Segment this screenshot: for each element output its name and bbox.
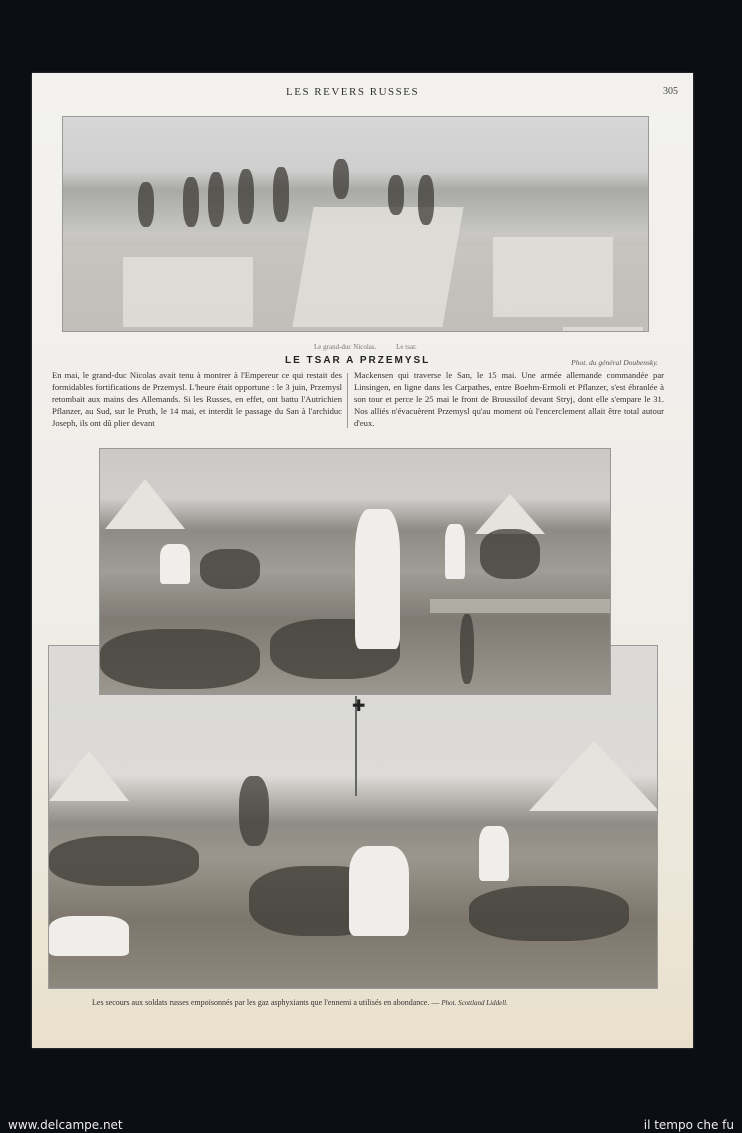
red-cross-flag-icon: ✚ [352,698,366,715]
watermark-delcampe: www.delcampe.net [8,1118,123,1132]
watermark-seller: il tempo che fu [643,1118,734,1132]
caption-tsar: Le tsar. [396,343,417,351]
caption-grand-duc: Le grand-duc Nicolas. [314,343,377,351]
photo-hospital-camp [99,448,611,695]
page-number: 305 [663,86,678,97]
column-divider [347,373,348,428]
article-column-left: En mai, le grand-duc Nicolas avait tenu à montrer à l'Empereur ce qui restait des formidables fortifications de Przemysl. L'heure était opportune : le 3 juin, Przemysl retombait aux mains des Allemands. Si les Russes, en effet, ont battu l'Autrichien Pflanzer, au Sud, sur le Pruth, le 14 mai, et interdit le passage du San à l'archiduc Joseph, ils ont dû plier devant [52,370,342,428]
magazine-page [32,73,693,1048]
running-head: LES REVERS RUSSES [286,86,420,98]
photo-tsar-at-przemysl [62,116,649,332]
caption-text: Les secours aux soldats russes empoisonnés par les gaz asphyxiants que l'ennemi a utilisés en abondance. — [92,998,440,1007]
photo-caption-names [314,343,435,351]
bottom-photo-caption [92,998,682,1007]
article-column-right: Mackensen qui traverse le San, le 15 mai. Une armée allemande commandée par Linsingen, en ligne dans les Carpathes, entre Boehm-Ermoli et Pflanzer, s'est ébranlée à son tour et perce le 25 mai le front de Broussilof devant Stryj, dont elle s'empare le 31. Nos alliés n'évacuèrent Przemysl qu'au moment où l'encerclement allait être total autour d'eux. [354,370,664,428]
caption-credit: Phot. Scottland Liddell. [441,999,508,1007]
section-title: LE TSAR A PRZEMYSL [285,355,431,366]
photo-credit: Phot. du général Doubensky. [571,358,658,367]
